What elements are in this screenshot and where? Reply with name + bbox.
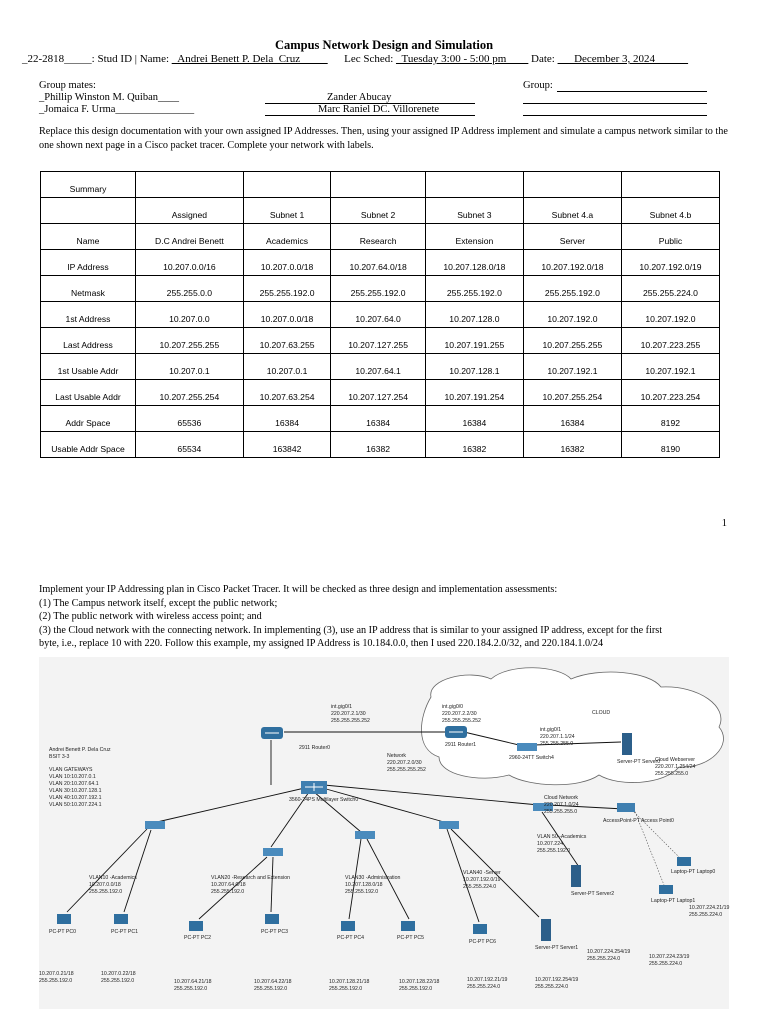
server-device — [622, 733, 632, 755]
row-label-cell: Last Usable Addr — [41, 380, 136, 406]
table-cell: 10.207.0.0 — [136, 302, 244, 328]
router1-mask: 255.255.255.252 — [442, 718, 481, 724]
stud-id-blank: _____ — [64, 53, 92, 65]
cloud-iface: int.gig0/1 — [540, 727, 562, 733]
table-cell: 10.207.128.1 — [425, 354, 523, 380]
table-cell: 16384 — [425, 406, 523, 432]
table-cell: 16382 — [523, 432, 621, 458]
server-device — [541, 919, 551, 941]
table-cell: 255.255.0.0 — [136, 276, 244, 302]
impl-line: (1) The Campus network itself, except the public network; — [39, 597, 278, 609]
table-cell — [425, 172, 523, 198]
table-cell: 10.207.255.255 — [523, 328, 621, 354]
implementation-instructions — [39, 583, 739, 651]
pc4-mask: 255.255.192.0 — [329, 986, 363, 992]
router1-device — [445, 726, 467, 738]
gateway-item: VLAN 30:10.207.128.1 — [49, 788, 102, 794]
router1-ip: 220.207.2.2/30 — [442, 711, 477, 717]
cloud-mask: 255.255.255.0 — [540, 741, 574, 747]
gateway-item: VLAN 40:10.207.192.1 — [49, 795, 102, 801]
table-cell: Name — [41, 224, 136, 250]
row-label-cell: Addr Space — [41, 406, 136, 432]
table-cell — [136, 172, 244, 198]
stud-id-prefix: _22-2818 — [22, 53, 65, 65]
table-cell: Server — [523, 224, 621, 250]
table-cell: 10.207.63.254 — [243, 380, 331, 406]
vlan50-ip: 10.207.224. — [537, 841, 565, 847]
router0-ip: 220.207.2.1/30 — [331, 711, 366, 717]
core-switch-device — [301, 781, 327, 794]
server1-name: Server-PT Server1 — [535, 945, 579, 951]
pc4-name: PC-PT PC4 — [337, 935, 365, 941]
cloud-network-ip: 220.207.1.0/24 — [544, 802, 579, 808]
summary-table-body — [41, 250, 720, 458]
author-label: Andrei Benett P. Dela Cruz — [49, 747, 111, 753]
row-label-cell: Usable Addr Space — [41, 432, 136, 458]
group-blank-line — [557, 91, 707, 92]
table-cell: 255.255.192.0 — [243, 276, 331, 302]
page-number: 1 — [721, 518, 727, 529]
pc0-name: PC-PT PC0 — [49, 929, 77, 935]
vlan10-label: VLAN10 -Academics — [89, 875, 137, 881]
table-cell: Subnet 3 — [425, 198, 523, 224]
table-cell: 10.207.0.1 — [243, 354, 331, 380]
gateways-title: VLAN GATEWAYS — [49, 767, 93, 773]
vlan30-mask: 255.255.192.0 — [345, 889, 379, 895]
row-label-cell: Last Address — [41, 328, 136, 354]
laptop1-name: Laptop-PT Laptop1 — [651, 898, 696, 904]
table-cell — [523, 172, 621, 198]
table-header-row — [41, 172, 720, 198]
table-cell: Subnet 2 — [331, 198, 426, 224]
cloud-ip: 220.207.1.1/24 — [540, 734, 575, 740]
table-cell: 10.207.255.254 — [136, 380, 244, 406]
server0-label: Server-PT Server0 — [617, 759, 661, 765]
lec-sched-value: _Tuesday 3:00 - 5:00 pm____ — [396, 53, 529, 65]
table-cell: 10.207.191.255 — [425, 328, 523, 354]
laptop-devices — [659, 857, 691, 894]
laptop0-name: Laptop-PT Laptop0 — [671, 869, 716, 875]
table-cell: 16384 — [523, 406, 621, 432]
vlan40-label: VLAN40 -Server — [463, 870, 501, 876]
table-cell: 255.255.192.0 — [425, 276, 523, 302]
student-name: _Andrei Benett P. Dela_Cruz_____ — [171, 53, 328, 65]
switch-device — [439, 821, 459, 829]
vlan30-label: VLAN30 -Administration — [345, 875, 401, 881]
vlan10-mask: 255.255.192.0 — [89, 889, 123, 895]
table-row — [41, 250, 720, 276]
table-cell: D.C Andrei Benett — [136, 224, 244, 250]
pc0-ip: 10.207.0.21/18 — [39, 971, 74, 977]
pc5-name: PC-PT PC5 — [397, 935, 425, 941]
switch4-label: 2960-24TT Switch4 — [509, 755, 554, 761]
group-line-2 — [523, 103, 707, 104]
table-cell: 16382 — [425, 432, 523, 458]
table-cell: 16382 — [331, 432, 426, 458]
vlan50-label: VLAN 50 -Academics — [537, 834, 587, 840]
table-cell: 10.207.192.1 — [523, 354, 621, 380]
table-cell: 8192 — [621, 406, 719, 432]
pc1-mask: 255.255.192.0 — [101, 978, 135, 984]
pc1-name: PC-PT PC1 — [111, 929, 139, 935]
laptop1-mask: 255.255.224.0 — [649, 961, 683, 967]
table-cell: 10.207.128.0 — [425, 302, 523, 328]
impl-line: byte, i.e., replace 10 with 220. Follow this example, my assigned IP Address is 10.184.0.0, then I used 220.184.2.0/32, and 220.184.1.0/24 — [39, 638, 604, 649]
table-cell: 10.207.0.0/16 — [136, 250, 244, 276]
switch-device — [517, 743, 537, 751]
table-cell: 10.207.0.1 — [136, 354, 244, 380]
group-mates-label: Group mates: — [39, 80, 96, 91]
laptop0-mask: 255.255.224.0 — [689, 912, 723, 918]
row-label-cell: 1st Usable Addr — [41, 354, 136, 380]
network-ip: 220.207.2.0/30 — [387, 760, 422, 766]
row-label-cell: IP Address — [41, 250, 136, 276]
switch-device — [263, 848, 283, 856]
pc3-ip: 10.207.64.22/18 — [254, 979, 292, 985]
table-cell: Summary — [41, 172, 136, 198]
vlan40-ip: 10.207.192.0/19 — [463, 877, 501, 883]
topology-graphics — [39, 657, 729, 1009]
gateway-item: VLAN 10:10.207.0.1 — [49, 774, 96, 780]
table-cell: Academics — [243, 224, 331, 250]
table-cell: 65536 — [136, 406, 244, 432]
student-header-line — [22, 53, 688, 65]
mate-2: _Jomaica F. Urma_______________ — [39, 104, 195, 115]
vlan10-ip: 10.207.0.0/18 — [89, 882, 121, 888]
table-cell: 10.207.0.0/18 — [243, 302, 331, 328]
table-cell: Public — [621, 224, 719, 250]
pc3-name: PC-PT PC3 — [261, 929, 289, 935]
gateway-item: VLAN 20:10.207.64.1 — [49, 781, 99, 787]
router0-device — [261, 727, 283, 739]
table-cell: 10.207.0.0/18 — [243, 250, 331, 276]
table-cell: 10.207.192.1 — [621, 354, 719, 380]
table-cell: 10.207.64.0 — [331, 302, 426, 328]
table-cell: 10.207.64.1 — [331, 354, 426, 380]
router0-iface: int.gig0/1 — [331, 704, 353, 710]
table-cell: 10.207.192.0/19 — [621, 250, 719, 276]
table-cell: 8190 — [621, 432, 719, 458]
table-cell: Subnet 1 — [243, 198, 331, 224]
vlan30-ip: 10.207.128.0/18 — [345, 882, 383, 888]
cloud-label: CLOUD — [592, 710, 611, 716]
section-label: BSIT 3-3 — [49, 754, 70, 760]
vlan20-mask: 255.255.192.0 — [211, 889, 245, 895]
table-cell: 10.207.192.0 — [523, 302, 621, 328]
impl-line: (3) the Cloud network with the connecting network. In implementing (3), use an IP address that is similar to your assigned IP address, except for the first — [39, 624, 663, 636]
instructions-paragraph: Replace this design documentation with your own assigned IP Addresses. Then, using your assigned IP Address implement and simulate a campus network similar to the one shown next page in a Cisco packet tracer. Complete your network with labels. — [39, 126, 728, 151]
table-cell: 10.207.223.255 — [621, 328, 719, 354]
mate-3: Zander Abucay — [327, 92, 392, 103]
table-cell: 10.207.255.254 — [523, 380, 621, 406]
table-cell: 10.207.223.254 — [621, 380, 719, 406]
vlan50-mask: 255.255.192.0 — [537, 848, 571, 854]
server2-name: Server-PT Server2 — [571, 891, 615, 897]
table-cell: 10.207.128.0/18 — [425, 250, 523, 276]
table-row — [41, 328, 720, 354]
server2-mask: 255.255.224.0 — [587, 956, 621, 962]
impl-line: Implement your IP Addressing plan in Cisco Packet Tracer. It will be checked as three design and implementation assessments: — [39, 584, 558, 595]
access-point-device — [617, 803, 635, 812]
core-switch-label: 3560-24PS Multilayer Switch0 — [289, 797, 359, 803]
table-cell: 10.207.127.254 — [331, 380, 426, 406]
group-line-3 — [523, 115, 707, 116]
table-cell: Subnet 4.b — [621, 198, 719, 224]
network-mask: 255.255.255.252 — [387, 767, 426, 773]
table-cell: 10.207.255.255 — [136, 328, 244, 354]
table-cell: 255.255.192.0 — [523, 276, 621, 302]
lec-sched-label: Lec Sched: — [344, 53, 397, 65]
stud-id-label: : Stud ID | Name: — [91, 53, 172, 65]
group-label: Group: — [523, 80, 553, 91]
router1-iface: int.gig0/0 — [442, 704, 464, 710]
table-cell — [331, 172, 426, 198]
server1-ip: 10.207.192.254/19 — [535, 977, 579, 983]
cloud-network-mask: 255.255.255.0 — [544, 809, 578, 815]
table-cell: 10.207.63.255 — [243, 328, 331, 354]
table-cell: 10.207.192.0 — [621, 302, 719, 328]
router0-mask: 255.255.255.252 — [331, 718, 370, 724]
vlan40-mask: 255.255.224.0 — [463, 884, 497, 890]
table-cell: 163842 — [243, 432, 331, 458]
switch-device — [355, 831, 375, 839]
table-cell: 255.255.192.0 — [331, 276, 426, 302]
gateway-item: VLAN 50:10.207.224.1 — [49, 802, 102, 808]
table-cell — [41, 198, 136, 224]
row-label-cell: 1st Address — [41, 302, 136, 328]
table-row — [41, 354, 720, 380]
table-cell: Research — [331, 224, 426, 250]
pc2-ip: 10.207.64.21/18 — [174, 979, 212, 985]
row-label-cell: Netmask — [41, 276, 136, 302]
pc6-mask: 255.255.224.0 — [467, 984, 501, 990]
cloud-network-title: Cloud Network — [544, 795, 579, 801]
summary-table — [40, 171, 720, 458]
pc5-ip: 10.207.128.22/18 — [399, 979, 440, 985]
table-header-row — [41, 198, 720, 224]
table-cell: 10.207.64.0/18 — [331, 250, 426, 276]
access-point-label: AccessPoint-PT Access Point0 — [603, 818, 674, 824]
pc6-name: PC-PT PC6 — [469, 939, 497, 945]
table-cell: 16384 — [331, 406, 426, 432]
date-value: ___December 3, 2024______ — [557, 53, 689, 65]
table-cell: 16384 — [243, 406, 331, 432]
pc0-mask: 255.255.192.0 — [39, 978, 73, 984]
table-cell: 255.255.224.0 — [621, 276, 719, 302]
table-row — [41, 302, 720, 328]
impl-line: (2) The public network with wireless access point; and — [39, 611, 262, 622]
laptop1-ip: 10.207.224.23/19 — [649, 954, 690, 960]
network-topology-diagram — [39, 657, 729, 1009]
pc3-mask: 255.255.192.0 — [254, 986, 288, 992]
table-cell: 10.207.191.254 — [425, 380, 523, 406]
switch-device — [145, 821, 165, 829]
webserver-ip: 220.207.1.254/24 — [655, 764, 696, 770]
table-cell — [621, 172, 719, 198]
table-row — [41, 380, 720, 406]
table-cell: Subnet 4.a — [523, 198, 621, 224]
pc2-name: PC-PT PC2 — [184, 935, 212, 941]
table-row — [41, 406, 720, 432]
table-header-row — [41, 224, 720, 250]
router1-label: 2911 Router1 — [445, 742, 477, 748]
pc6-ip: 10.207.192.21/19 — [467, 977, 508, 983]
table-row — [41, 432, 720, 458]
table-cell: 65534 — [136, 432, 244, 458]
vlan20-label: VLAN20 -Research and Extension — [211, 875, 291, 881]
pc4-ip: 10.207.128.21/18 — [329, 979, 370, 985]
router0-label: 2911 Router0 — [299, 745, 331, 751]
vlan20-ip: 10.207.64.0/18 — [211, 882, 246, 888]
laptop0-ip: 10.207.224.21/19 — [689, 905, 730, 911]
webserver-title: Cloud Webserver — [655, 757, 695, 763]
pc2-mask: 255.255.192.0 — [174, 986, 208, 992]
webserver-mask: 255.255.255.0 — [655, 771, 689, 777]
pc1-ip: 10.207.0.22/18 — [101, 971, 136, 977]
server2-ip: 10.207.224.254/19 — [587, 949, 631, 955]
pc5-mask: 255.255.192.0 — [399, 986, 433, 992]
page-title: Campus Network Design and Simulation — [274, 38, 494, 52]
table-cell: 10.207.127.255 — [331, 328, 426, 354]
table-cell: Assigned — [136, 198, 244, 224]
table-cell: 10.207.192.0/18 — [523, 250, 621, 276]
server-device — [571, 865, 581, 887]
server1-mask: 255.255.224.0 — [535, 984, 569, 990]
mate-1: _Phillip Winston M. Quiban____ — [39, 92, 179, 103]
mate-4: Marc Raniel DC. Villorenete — [318, 104, 440, 115]
table-cell: Extension — [425, 224, 523, 250]
date-label: Date: — [528, 53, 558, 65]
network-title: Network — [387, 753, 407, 759]
table-row — [41, 276, 720, 302]
table-cell — [243, 172, 331, 198]
